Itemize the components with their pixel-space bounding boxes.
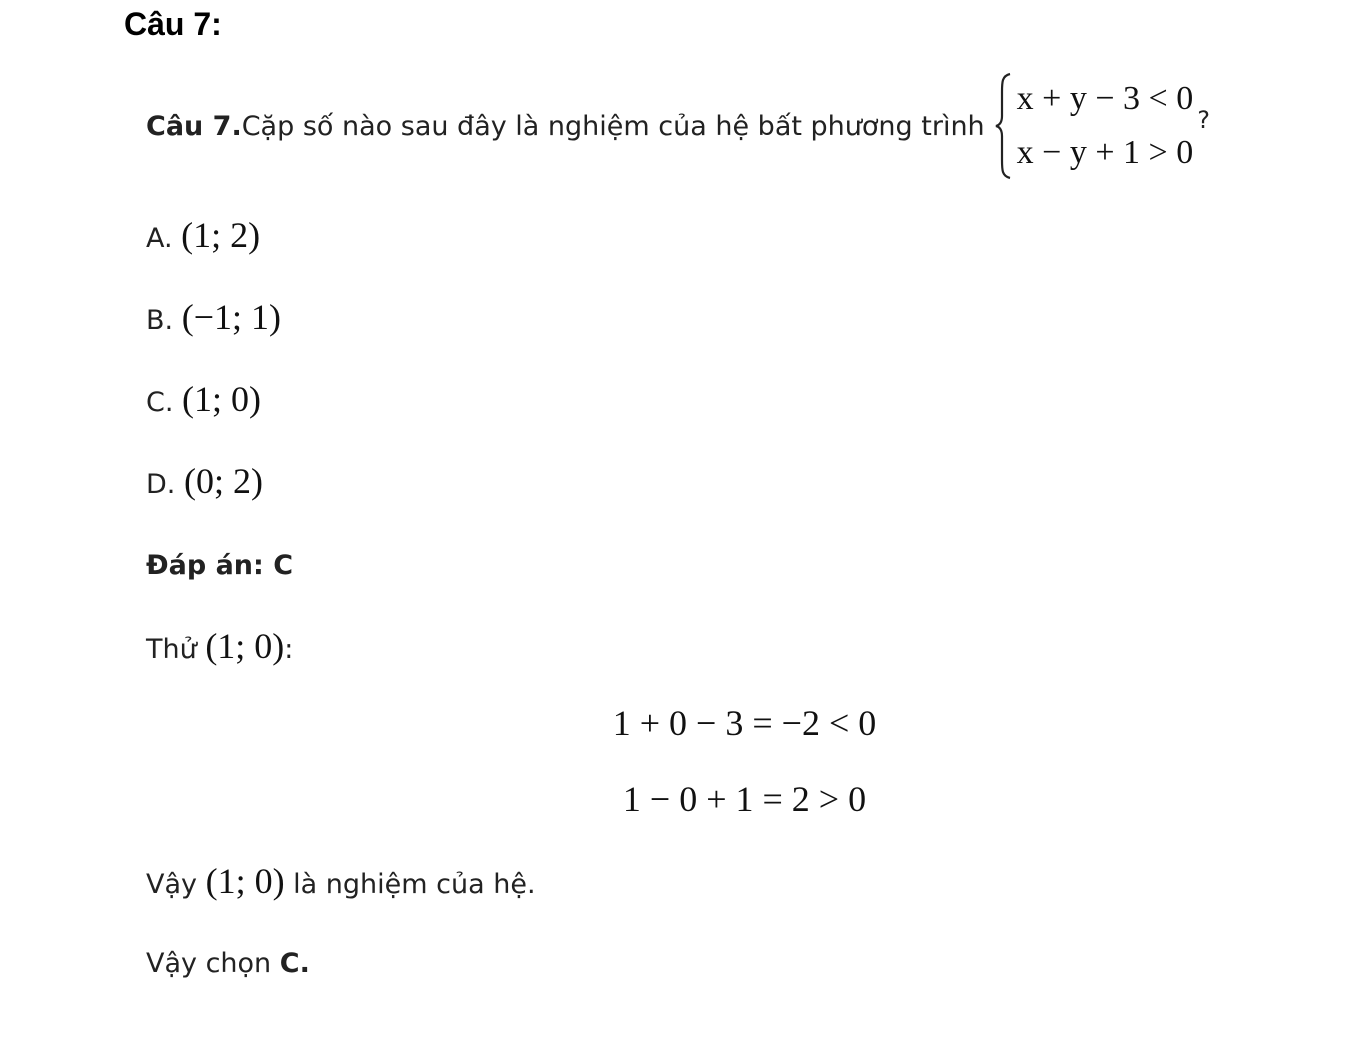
- try-suffix: :: [284, 634, 294, 665]
- system-inequality-2: x − y + 1 > 0: [1016, 134, 1194, 171]
- system-inequality-1: x + y − 3 < 0: [1016, 80, 1194, 117]
- option-c: [146, 378, 261, 420]
- option-label: A.: [146, 223, 173, 254]
- inequality-system: [995, 72, 1210, 180]
- option-b: [146, 296, 281, 338]
- system-rows: [1017, 72, 1194, 180]
- question-mark: ?: [1197, 106, 1210, 134]
- conclusion-suffix: là nghiệm của hệ.: [284, 869, 536, 900]
- option-label: B.: [146, 305, 174, 336]
- equation-1: 1 + 0 − 3 = −2 < 0: [612, 703, 877, 743]
- question-text: Cặp số nào sau đây là nghiệm của hệ bất phương trình: [241, 110, 985, 142]
- option-label: D.: [146, 469, 176, 500]
- option-d: [146, 460, 263, 502]
- final-choice: C.: [279, 948, 310, 979]
- conclusion-prefix: Vậy: [146, 869, 197, 900]
- option-value: (−1; 1): [181, 297, 281, 337]
- try-value: (1; 0): [205, 626, 285, 666]
- option-value: (1; 2): [181, 215, 261, 255]
- option-value: (0; 2): [183, 461, 263, 501]
- question-row: [146, 68, 1210, 184]
- conclusion-value: (1; 0): [205, 861, 285, 901]
- option-a: [146, 214, 260, 256]
- answer-line: Đáp án: C: [146, 550, 294, 581]
- question-label: Câu 7.: [146, 110, 242, 142]
- final-line: [146, 948, 310, 979]
- option-label: C.: [146, 387, 174, 418]
- try-prefix: Thử: [146, 634, 197, 665]
- try-line: [146, 625, 293, 667]
- page-title: Câu 7:: [124, 6, 222, 42]
- option-value: (1; 0): [182, 379, 262, 419]
- conclusion-line: [146, 860, 536, 902]
- equation-2: 1 − 0 + 1 = 2 > 0: [622, 779, 867, 819]
- left-brace-icon: [995, 72, 1013, 180]
- final-prefix: Vậy chọn: [146, 948, 280, 979]
